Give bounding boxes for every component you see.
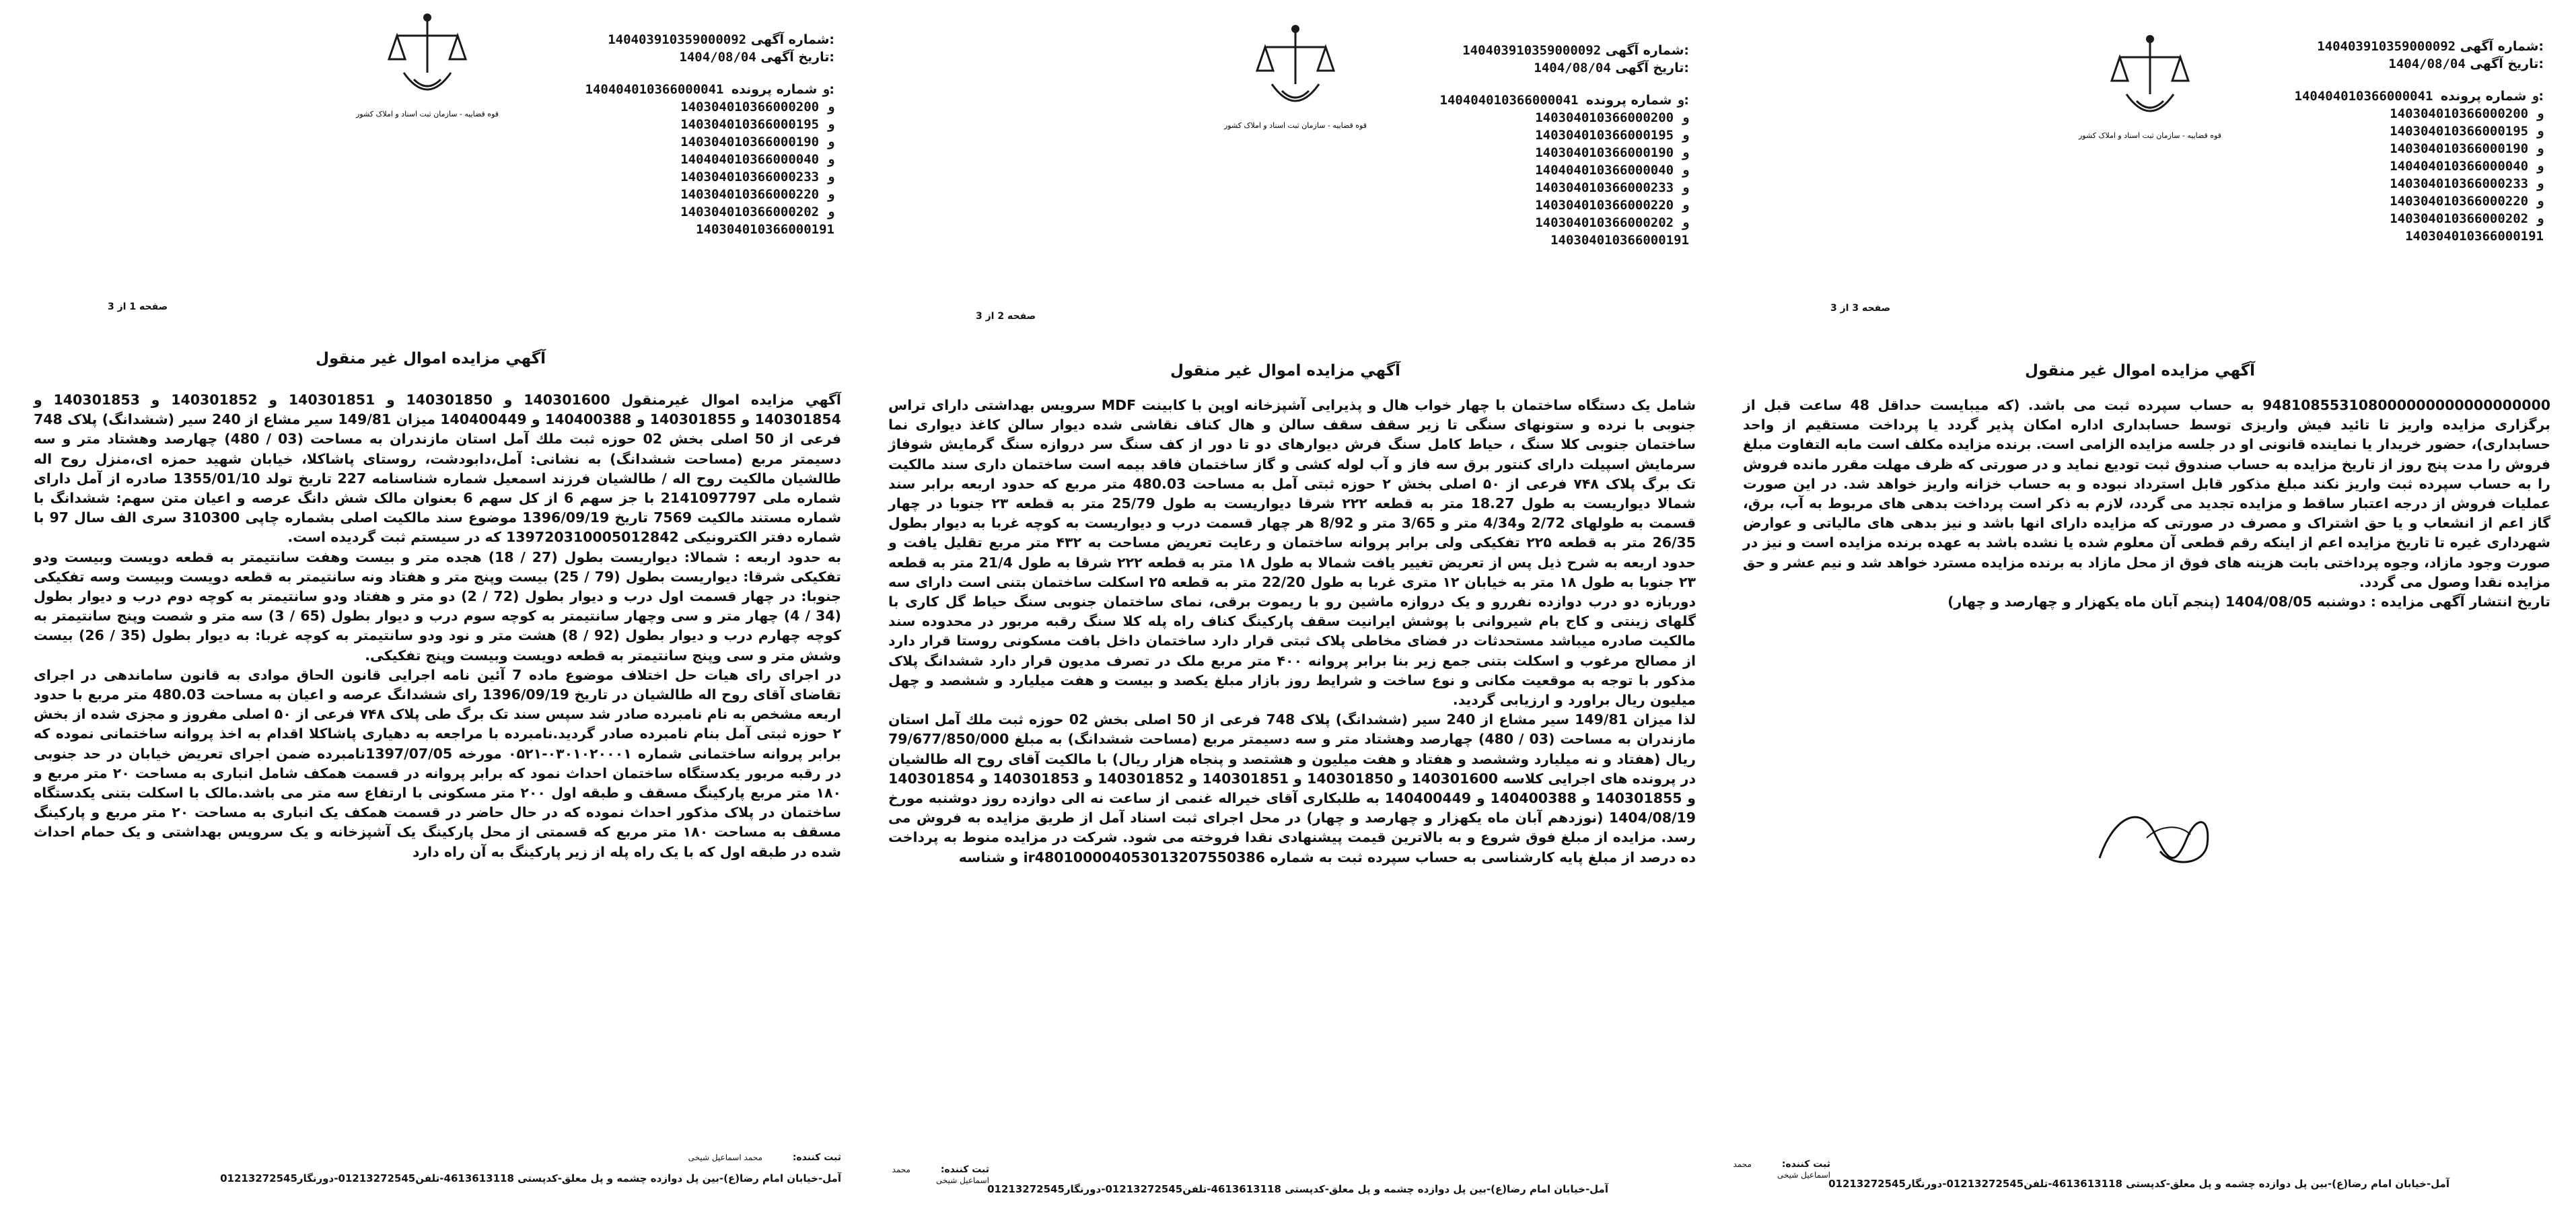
file-number: 140304010366000191 — [696, 222, 834, 237]
file-number: 140304010366000202 و — [1535, 215, 1689, 230]
file-number: 140304010366000190 و — [680, 135, 834, 149]
page-number: صفحه 3 از 3 — [1830, 303, 1891, 314]
registrar-name: محمد اسماعیل شیخی — [1733, 1160, 1830, 1180]
registrar-name: محمد اسماعیل شیخی — [688, 1153, 762, 1162]
notice-date: 1404/08/04 — [1534, 61, 1611, 75]
notice-date-label: تاریخ آگهی: — [2470, 57, 2544, 71]
file-number: 140404010366000041 و — [2294, 89, 2539, 104]
notice-body — [34, 390, 841, 862]
file-number: 140404010366000041 و — [1439, 93, 1684, 108]
registrar-line — [1723, 1159, 1830, 1180]
notice-meta — [2234, 38, 2544, 245]
notice-date: 1404/08/04 — [679, 50, 756, 65]
file-number-label: شماره پرونده: — [2440, 89, 2544, 104]
body-paragraph: لذا میزان 149/81 سیر مشاع از 240 سیر (ششدانگ) پلاک 748 فرعی از 50 اصلی بخش 02 حوزه ثبت ملك آمل استان مازندران به مساحت (03 / 480) چهارصد وهشتاد متر و سه دسیمتر مربع (مساحت ششدانگ) به مبلغ 79/677/850/000 ریال (هفتاد و نه میلیارد وششصد و هفتاد و هفت میلیون و هشتصد و پنجاه هزار ریال) با مالکیت آقای روح اله طالشیان در پرونده های اجرایی کلاسه 140301600 و 140301850 و 140301851 و 140301852 و 140301853 و 140301854 و 140301855 و 140400388 و 140400449 به طلبکاری آقای خیراله غنمی از ساعت نه الی دوازده روز دوشنبه مورخ 1404/08/19 (نوزدهم آبان ماه یکهزار و چهارصد و چهار) در محل اجرای ثبت اسناد آمل از طریق مزایده به فروش می رسد. مزایده از مبلغ فوق شروع و به بالاترین قیمت پیشنهادی نقدا فروخته می شود. شرکت در مزایده منوط به پرداخت ده درصد از مبلغ پایه کارشناسی به حساب سپرده ثبت به شماره ir480100004053013207550386 و شناسه — [888, 711, 1696, 865]
file-number: 140304010366000191 — [2405, 229, 2544, 244]
file-number: 140304010366000200 و — [1535, 110, 1689, 125]
notice-number-label: شماره آگهی: — [750, 32, 834, 47]
file-number: 140404010366000040 و — [1535, 163, 1689, 178]
notice-date-label: تاریخ آگهی: — [760, 50, 834, 65]
file-number: 140404010366000040 و — [2390, 159, 2544, 174]
notice-page-3 — [1723, 0, 2557, 1208]
notice-page-1 — [13, 0, 848, 1208]
file-number: 140304010366000195 و — [2390, 124, 2544, 139]
notice-date: 1404/08/04 — [2388, 57, 2466, 71]
body-paragraph: به حدود اربعه : شمالا: دیواریست بطول (27 / 18) هجده متر و بیست وهفت سانتیمتر به قطعه دویست وبیست ودو تفکیکی شرقا: دیواریست بطول (79 / 25) بیست وپنج متر و هفتاد ونه سانتیمتر به قطعه دویست وبیست وسه تفکیکی جنوبا: در چهار قسمت اول درب و دیوار بطول (72 / 2) دو متر و هفتاد ودو سانتیمتر به کوچه دوم درب و دیوار بطول (34 / 4) چهار متر و سی وچهار سانتیمتر به کوچه سوم درب و دیوار بطول (65 / 3) سه متر و شصت وپنج سانتیمتر به کوچه چهارم درب و دیوار بطول (92 / 8) هشت متر و نود ودو سانتیمتر به کوچه غربا: به دیوار بطول (35 / 26) بیست وشش متر و سی وپنج سانتیمتر به قطعه دویست وبیست وپنج تفکیکی. — [34, 548, 842, 664]
file-number: 140404010366000041 و — [585, 82, 830, 97]
file-number: 140304010366000233 و — [2390, 176, 2544, 191]
file-number: 140304010366000190 و — [2390, 141, 2544, 156]
file-number: 140304010366000190 و — [1535, 145, 1689, 160]
notice-title: آگهي مزايده اموال غير منقول — [2024, 362, 2256, 380]
file-number: 140304010366000195 و — [680, 117, 834, 132]
notice-date-label: تاریخ آگهی: — [1615, 61, 1689, 75]
registrar-line — [688, 1152, 841, 1163]
signature-icon — [2073, 791, 2248, 878]
notice-number-label: شماره آگهی: — [2460, 39, 2544, 54]
notice-number: 140403910359000092 — [1462, 43, 1602, 58]
file-number-label: شماره پرونده: — [731, 82, 834, 97]
body-paragraph: تاریخ انتشار آگهی مزایده : دوشنبه 1404/08/05 (پنجم آبان ماه یکهزار و چهارصد و چهار) — [1947, 594, 2550, 610]
judiciary-emblem-icon — [1223, 17, 1367, 138]
notice-number: 140403910359000092 — [2317, 39, 2456, 54]
notice-body — [888, 396, 1696, 867]
notice-meta — [525, 31, 834, 238]
file-number: 140304010366000195 و — [1535, 128, 1689, 143]
office-address-footer: آمل-خیابان امام رضا(ع)-بین پل دوازده چشمه و پل معلق-کدپستی 4613613118-تلفن01213272545-دورنگار01213272545 — [987, 1183, 1608, 1195]
file-number: 140304010366000202 و — [2390, 211, 2544, 226]
registrar-name: محمد اسماعیل شیخی — [892, 1165, 989, 1185]
office-address-footer: آمل-خیابان امام رضا(ع)-بین پل دوازده چشمه و پل معلق-کدپستی 4613613118-تلفن01213272545-دورنگار01213272545 — [220, 1172, 841, 1184]
registrar-label: ثبت کننده: — [940, 1164, 989, 1175]
registrar-line — [868, 1164, 989, 1186]
file-number: 140304010366000191 — [1550, 233, 1689, 248]
file-number-label: شماره پرونده: — [1585, 93, 1689, 108]
notice-title: آگهي مزايده اموال غير منقول — [315, 350, 546, 367]
file-number: 140304010366000220 و — [1535, 198, 1689, 213]
registrar-label: ثبت کننده: — [1781, 1159, 1830, 1170]
notice-meta — [1380, 42, 1689, 249]
body-paragraph: در اجرای رای هیات حل اختلاف موضوع ماده 7 آئین نامه اجرایی قانون الحاق موادی به قانون ساماندهی در اجرای تقاضای آقای روح اله طالشیان در تاریخ 1396/09/19 رای ششدانگ عرصه و اعیان به مساحت 480.03 متر مربع با حدود اربعه مشخص به نام نامبرده صادر شد سپس سند تک برگ طی پلاک ۷۴۸ فرعی از ۵۰ اصلی مفروز و مجزی شده از بخش ۲ حوزه ثبتی آمل بنام نامبرده صادر گردید.نامبرده با مراجعه به دهیاری پاشاکلا اقدام به اخذ پروانه ساختمانی نموده که برابر پروانه ساختمانی شماره ۰۳۰۱۰۲۰۰۰۱-۰۵۲۱ مورخه 1397/07/05نامبرده ضمن اجرای تعریض خیابان در حد جنوبی در رقبه مربور یکدستگاه ساختمان احداث نمود که برابر پروانه در قسمت همکف شامل انباری به مساحت ۲۰ متر مربع و ۱۸۰ متر مربع پارکینگ مسقف و طبقه اول ۲۰۰ متر مسکونی با ارتفاع سه متر می باشد.مالک با اسکلت بتنی یکدستگاه ساختمان در پلاک مذکور احداث نموده که در حال حاضر در قسمت همکف یک انباری به مساحت ۲۰ متر مربع و پارکینگ مسقف به مساحت ۱۸۰ متر مربع که قسمتی از محل پارکینگ یک آشپزخانه و یک سرویس بهداشتی و یک حمام احداث شده در طبقه اول که با یک راه پله از زیر پارکینگ به آن راه دارد — [34, 666, 842, 860]
file-number: 140304010366000200 و — [680, 100, 834, 114]
notice-title: آگهي مزايده اموال غير منقول — [1170, 362, 1401, 380]
notice-page-2 — [868, 0, 1703, 1208]
emblem-caption: قوه قضاییه - سازمان ثبت اسناد و املاک کشور — [355, 110, 499, 118]
body-paragraph: آگهي مزايده اموال غيرمنقول 140301600 و 140301850 و 140301851 و 140301852 و 140301853 و 140301854 و 140301855 و 140400388 و 140400449 ميزان 149/81 سير مشاع از 240 سير (ششدانگ) پلاک 748 فرعی از 50 اصلی بخش 02 حوزه ثبت ملك آمل استان مازندران به مساحت (03 / 480) چهارصد وهشتاد متر و سه دسیمتر مربع (مساحت ششدانگ) به نشانی: آمل،دابودشت، روستای پاشاكلا، خیابان شهید حمزه ای،منزل روح اله طالشیان مالکیت روح اله / طالشیان فرزند اسمعیل شماره شناسنامه 227 تاریخ تولد 1355/01/10 صادره از آمل دارای شماره ملی 2141097797 با جز سهم 6 از کل سهم 6 بعنوان مالک شش دانگ عرصه و اعیان متن سهم: ششدانگ با شماره مستند مالکیت 7569 تاریخ 1396/09/19 موضوع سند مالکیت اصلی بشماره چاپی 310300 سری الف سال 97 با شماره دفتر الکترونیکی 139720310005012842 که در سیستم ثبت گردیده است. — [34, 392, 842, 546]
page-number: صفحه 1 از 3 — [108, 301, 168, 312]
office-address-footer: آمل-خیابان امام رضا(ع)-بین پل دوازده چشمه و پل معلق-کدپستی 4613613118-تلفن01213272545-دورنگار01213272545 — [1828, 1178, 2449, 1190]
file-number: 140304010366000233 و — [680, 170, 834, 184]
file-number: 140304010366000200 و — [2390, 106, 2544, 121]
notice-number-label: شماره آگهی: — [1605, 43, 1689, 58]
emblem-caption: قوه قضاییه - سازمان ثبت اسناد و املاک کشور — [2078, 131, 2222, 140]
judiciary-emblem-icon — [355, 5, 499, 127]
body-paragraph: شامل یک دستگاه ساختمان با چهار خواب هال و پذیرایی آشپزخانه اوپن با کابینت MDF سرویس بهداشتی دارای تراس جنوبی با نرده و ستونهای سنگی تا زیر سقف سقف سالن و هال کناف نقاشی شده دیوار سالن کاغذ دیواری نما ساختمان جنوبی کلا سنگ ، حیاط کامل سنگ فرش دیوارهای دو تا دور از کف سنگ سر دروازه سنگ گرمایش شوفاژ سرمایش اسپیلت دارای کنتور برق سه فاز و آب لوله کشی و گاز ساختمان فاقد بیمه است ساختمان داری سند مالکیت تک برگ پلاک ۷۴۸ فرعی از ۵۰ اصلی بخش ۲ حوزه ثبتی آمل به مساحت 480.03 متر مربع که حدود اربعه برابر سند شمالا دیواریست به طول 18.27 متر به قطعه ۲۲۲ شرقا دیواریست به طول 25/79 متر به قطعه ۲۳ جنوبا در چهار قسمت به طولهای 2/72 و4/34 متر و 3/65 متر و 8/92 هر چهار قسمت درب و دیواریست به کوچه غربا به دیوار بطول 26/35 متر به قطعه ۲۲۵ تفکیکی ولی برابر پروانه ساختمان و رعایت تعریض مساحت به ۴۳۲ متر مربع تقلیل یافت و حدود اربعه به شرح ذیل پس از تعریض تغییر یافت شمالا به طول ۱۸ متر به قطعه ۲۲۲ شرقا به طول 21/4 متر به قطعه ۲۳ جنوبا به طول ۱۸ متر به خیابان ۱۲ متری غربا به طول 22/20 متر به قطعه ۲۵ اسکلت ساختمان بتنی است دارای سه دوربازه دو درب دوازده نفررو و یک دروازه ماشین رو با ریموت برقی، نمای ساختمان جنوبی سنگ حیاط گل کاری با گلهای زینتی و کاج بام شیروانی با پوشش ایرانیت سقف پارکینگ کناف راه پله کلا سنگ رقبه مربور در محدوده سند مالکیت صادره میباشد مستحدثات در فضای مخاطی پلاک ثبتی قرار دارد ساختمان داخل بافت مسکونی روستا قرار دارد از مصالح مرغوب و اسکلت بتنی جمع زیر بنا برابر پروانه ۴۰۰ متر مربع ملک در تصرف مدیون قرار دارد ششدانگ پلاک مذکور با توجه به موقعیت مکانی و نوع ساخت و شرایط روز بازار مبلغ یکصد و بیست و هفت میلیارد و ششصد و چهل میلیون ریال براورد و ارزیابی گردید. — [888, 397, 1696, 709]
file-number: 140404010366000040 و — [680, 152, 834, 167]
emblem-caption: قوه قضاییه - سازمان ثبت اسناد و املاک کشور — [1223, 121, 1367, 130]
file-number: 140304010366000233 و — [1535, 180, 1689, 195]
judiciary-emblem-icon — [2078, 27, 2222, 148]
page-number: صفحه 2 از 3 — [976, 311, 1036, 322]
notice-body — [1743, 396, 2550, 612]
notice-number: 140403910359000092 — [608, 32, 747, 47]
file-number: 140304010366000202 و — [680, 205, 834, 219]
registrar-label: ثبت کننده: — [792, 1152, 841, 1163]
file-number: 140304010366000220 و — [2390, 194, 2544, 209]
file-number: 140304010366000220 و — [680, 187, 834, 202]
body-paragraph: 948108553108000000000000000000 به حساب سپرده ثبت می باشد. (که میبایست حداقل 48 ساعت قبل از برگزاری مزایده واریز تا تائید فیش واریزی توسط حسابداری اداره امکان پذیر گردد یا پرداخت مستقیم از واحد حسابداری)، حضور خریدار یا نماینده قانونی او در جلسه مزایده الزامی است. برنده مزایده مکلف است مابه التفاوت مبلغ فروش را مدت پنج روز از تاریخ مزایده به حساب صندوق ثبت تودیع نماید و در صورتی که ظرف مهلت مقرر مانده فروش را به حساب سپرده ثبت واریز نکند مبلغ مذکور قابل استرداد نبوده و به حساب خزانه واریز خواهد شد. در این صورت عملیات فروش از درجه اعتبار ساقط و مزایده تجدید می گردد، لازم به ذکر است پرداخت بدهی های مربوط به آب، برق، گاز اعم از انشعاب و یا حق اشتراک و مصرف در صورتی که مزایده دارای انها باشد و نیز بدهی های مالیاتی و عوارض شهرداری غیره تا تاریخ مزایده اعم از اینکه رقم قطعی آن معلوم شده یا نشده باشد به عهده برنده مزایده است و نیز در صورت وجود مازاد، وجوه پرداختی بابت هزینه های فوق از محل مازاد به برنده مزایده مسترد خواهد شد و نیم عشر و حق مزایده نقدا وصول می گردد. — [1743, 397, 2550, 590]
